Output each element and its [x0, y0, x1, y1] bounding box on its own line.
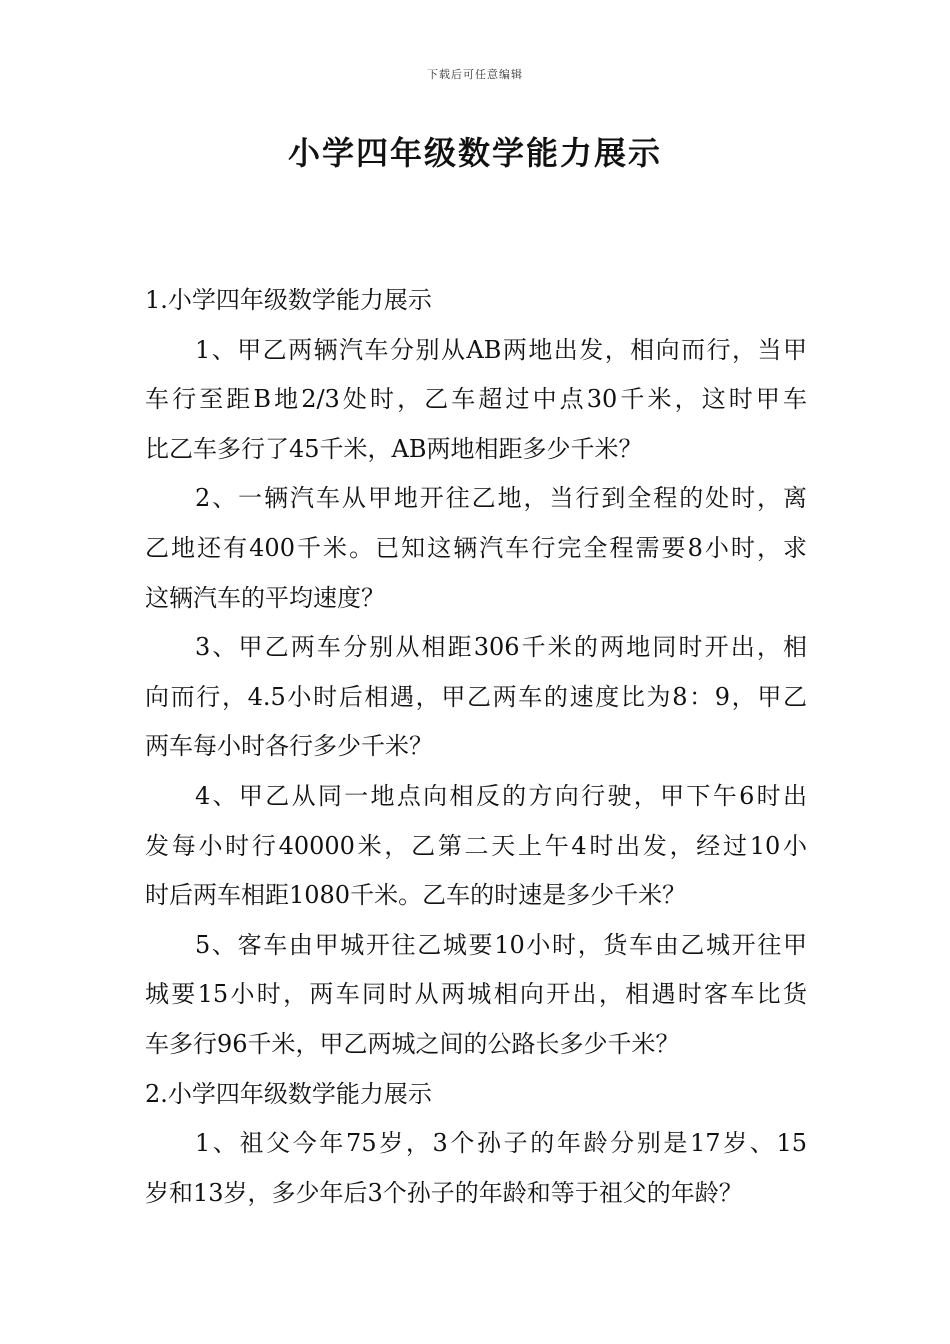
text-line: 时后两车相距1080千米。乙车的时速是多少千米？	[145, 881, 687, 910]
text-line: 1.小学四年级数学能力展示	[145, 286, 432, 314]
text-line: 比乙车多行了45千米，AB两地相距多少千米？	[145, 434, 643, 463]
document-body	[145, 276, 807, 1218]
text-line: 乙地还有400千米。已知这辆汽车行完全程需要8小时，求	[145, 533, 807, 562]
text-line: 1、甲乙两辆汽车分别从AB两地出发，相向而行，当甲	[195, 335, 807, 364]
text-line: 岁和13岁，多少年后3个孙子的年龄和等于祖父的年龄？	[145, 1178, 743, 1207]
text-line: 1、祖父今年75岁，3个孙子的年龄分别是17岁、15	[195, 1129, 807, 1158]
text-line: 2、一辆汽车从甲地开往乙地，当行到全程的处时，离	[195, 484, 807, 513]
page-title: 小学四年级数学能力展示	[287, 134, 662, 172]
text-line: 两车每小时各行多少千米？	[145, 732, 433, 761]
text-line: 4、甲乙从同一地点向相反的方向行驶，甲下午6时出	[195, 781, 807, 810]
text-line: 城要15小时，两车同时从两城相向开出，相遇时客车比货	[145, 980, 807, 1009]
text-line: 这辆汽车的平均速度？	[145, 583, 385, 612]
text-line: 向而行，4.5小时后相遇，甲乙两车的速度比为8：9，甲乙	[145, 682, 807, 711]
text-line: 发每小时行40000米，乙第二天上午4时出发，经过10小	[145, 831, 807, 860]
header-note: 下载后可任意编辑	[427, 68, 523, 81]
text-line: 3、甲乙两车分别从相距306千米的两地同时开出，相	[195, 633, 807, 662]
text-line: 2.小学四年级数学能力展示	[145, 1079, 432, 1108]
text-line: 车行至距B地2/3处时，乙车超过中点30千米，这时甲车	[145, 385, 807, 414]
text-line: 车多行96千米，甲乙两城之间的公路长多少千米？	[145, 1029, 680, 1058]
text-line: 5、客车由甲城开往乙城要10小时，货车由乙城开往甲	[195, 930, 807, 959]
